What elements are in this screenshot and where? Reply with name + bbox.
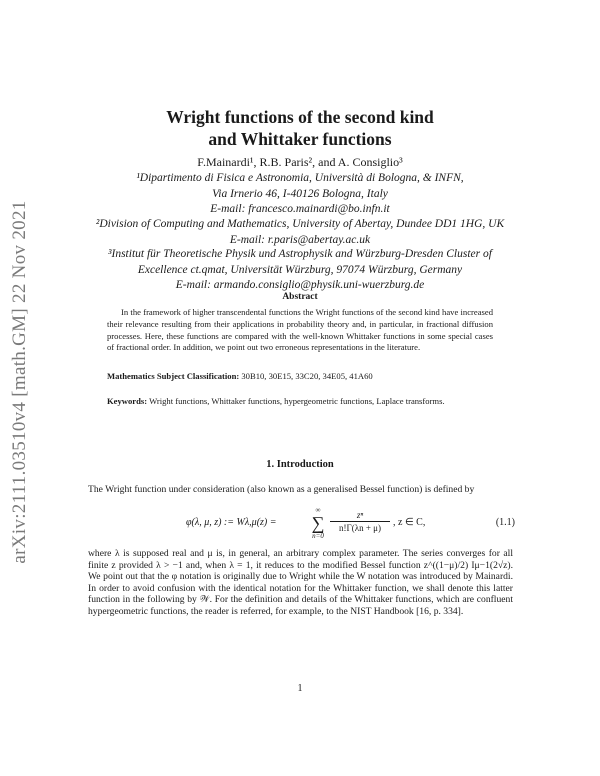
section-heading: 1. Introduction	[266, 459, 334, 470]
affiliation-2	[60, 217, 540, 248]
msc-value: 30B10, 30E15, 33C20, 34E05, 41A60	[239, 371, 373, 381]
author-list: F.Mainardi¹, R.B. Paris², and A. Consiglio³	[197, 155, 403, 169]
keywords-value: Wright functions, Whittaker functions, hypergeometric functions, Laplace transforms.	[147, 396, 445, 406]
equation-condition: , z ∈ C,	[393, 517, 426, 528]
affiliation-1-line-2: Via Irnerio 46, I-40126 Bologna, Italy	[212, 187, 388, 200]
affiliation-3-line-1: ³Institut für Theoretische Physik und Astrophysik and Würzburg-Dresden Cluster of	[108, 248, 492, 260]
page-number: 1	[297, 683, 303, 694]
intro-paragraph: The Wright function under consideration (also known as a generalised Bessel function) is defined by	[88, 484, 475, 495]
sum-upper-limit: ∞	[315, 506, 321, 514]
affiliation-3-email: E-mail: armando.consiglio@physik.uni-wuerzburg.de	[175, 279, 425, 291]
affiliation-3-line-2: Excellence ct.qmat, Universität Würzburg, 97074 Würzburg, Germany	[137, 263, 463, 276]
affiliation-1	[60, 171, 540, 218]
summation	[309, 506, 327, 540]
affiliation-1-line-1: ¹Dipartimento di Fisica e Astronomia, Università di Bologna, & INFN,	[136, 172, 464, 184]
body-paragraph-2: where λ is supposed real and μ is, in general, an arbitrary complex parameter. The series converges for all finite z provided λ > −1 and, when λ = 1, it reduces to the modified Bessel function z^((1−μ)/2) Iμ−1(2√z). We point out that the φ notation is originally due to Wright while the W notation was introduced by Mainardi. In order to avoid confusion with the identical notation for the Whittaker function, we shall denote this latter function in the following by 𝒲. For the definition and details of the Whittaker functions, which are confluent hypergeometric functions, the reader is referred, for example, to the NIST Handbook [16, p. 334].	[88, 548, 513, 617]
equation-fraction	[330, 510, 390, 533]
affiliation-1-email: E-mail: francesco.mainardi@bo.infn.it	[210, 203, 390, 215]
paper-title	[60, 106, 540, 150]
msc-classification	[107, 371, 493, 381]
keywords-label: Keywords:	[107, 396, 148, 406]
arxiv-sidebar	[2, 192, 38, 572]
sum-symbol: ∑	[311, 513, 325, 533]
fraction-numerator: zⁿ	[330, 510, 390, 522]
arxiv-identifier: arXiv:2111.03510v4 [math.GM] 22 Nov 2021	[9, 200, 30, 564]
msc-label: Mathematics Subject Classification:	[107, 371, 240, 381]
affiliation-2-email: E-mail: r.paris@abertay.ac.uk	[229, 233, 371, 246]
equation-lhs: φ(λ, μ, z) := Wλ,μ(z) =	[186, 517, 277, 528]
sum-lower-limit: n=0	[312, 532, 324, 540]
fraction-denominator: n!Γ(λn + μ)	[339, 523, 381, 533]
keywords	[107, 395, 493, 407]
abstract-heading: Abstract	[282, 292, 318, 302]
affiliation-2-line-1: ²Division of Computing and Mathematics, University of Abertay, Dundee DD1 1HG, UK	[95, 218, 505, 230]
title-line-2: and Whittaker functions	[208, 129, 392, 149]
abstract-text: In the framework of higher transcendental functions the Wright functions of the second kind have increased their relevance resulting from their applications in probability theory and, in particular, in fractional diffusion processes. Here, these functions are compared with the well-known Whittaker functions in some special cases of fractional order. In addition, we point out two erroneous representations in the literature.	[107, 307, 493, 353]
equation-number: (1.1)	[495, 517, 515, 528]
equation-1-1	[100, 504, 515, 544]
equation-body	[186, 504, 486, 544]
title-line-1: Wright functions of the second kind	[166, 107, 434, 127]
affiliation-3	[60, 247, 540, 294]
